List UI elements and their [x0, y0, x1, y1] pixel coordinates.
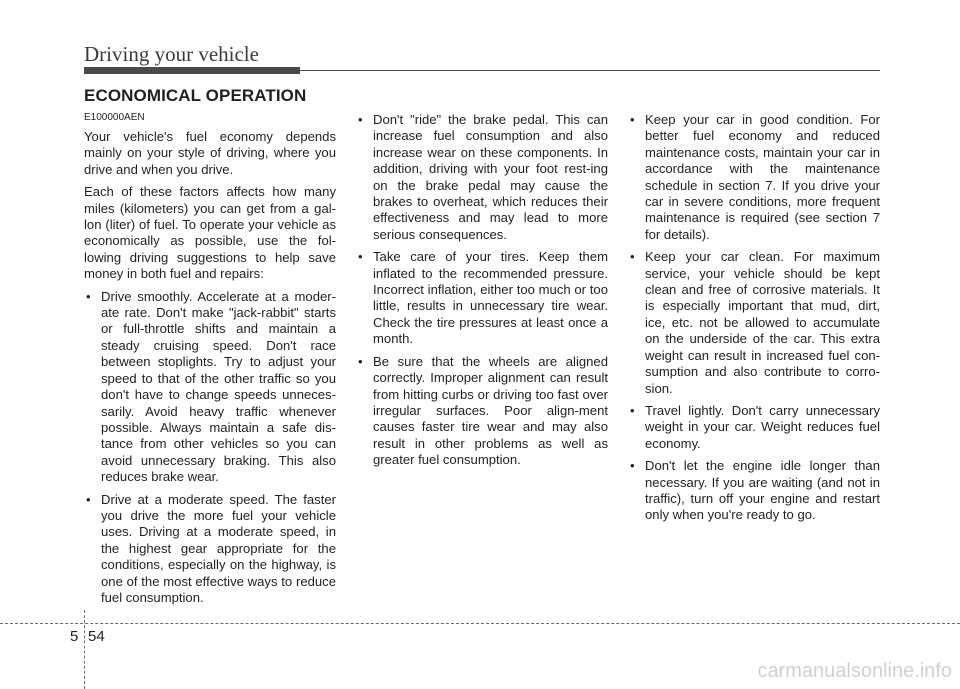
bullet-icon: •	[630, 112, 635, 127]
column-3	[628, 112, 880, 530]
list-item-text: Take care of your tires. Keep them inflated to the recommended pressure. Incorrect inflation, either too much or too little, results in unnecessary tire wear. Check the tire pressures at least once a month.	[373, 249, 608, 347]
list-item	[356, 354, 608, 469]
list-item-text: Don't let the engine idle longer than necessary. If you are waiting (and not in traffic), turn off your engine and restart only when you're ready to go.	[645, 458, 880, 523]
header-bar	[84, 67, 300, 74]
bullet-icon: •	[630, 458, 635, 474]
list-item-text: Keep your car in good condition. For better fuel economy and reduced maintenance costs, maintain your car in accordance with the maintenance schedule in section 7. If you drive your car in severe conditions, more frequent maintenance is required (see section 7 for details).	[645, 112, 880, 242]
bullet-icon: •	[630, 402, 635, 418]
header-rule	[300, 70, 880, 71]
section-title: ECONOMICAL OPERATION	[84, 86, 307, 105]
bullet-icon: •	[86, 288, 91, 304]
chapter-number: 5	[70, 628, 79, 645]
list-item	[628, 112, 880, 243]
bullet-list	[84, 289, 336, 607]
column-2	[356, 112, 608, 475]
bullet-icon: •	[358, 112, 363, 127]
list-item-text: Drive smoothly. Accelerate at a moder-ate rate. Don't make "jack-rabbit" starts or full-throttle shifts and maintain a steady cruising speed. Don't race between stoplights. Try to adjust your speed to that of the other traffic so you don't have to change speeds unneces-sarily. Avoid heavy traffic whenever possible. Always maintain a safe dis-tance from other vehicles so you can avoid unnecessary braking. This also reduces brake wear.	[101, 288, 336, 485]
list-item	[84, 492, 336, 607]
list-item	[628, 458, 880, 524]
bullet-list	[628, 112, 880, 524]
watermark: carmanualsonline.info	[757, 660, 952, 682]
footer-divider	[0, 623, 960, 624]
list-item-text: Drive at a moderate speed. The faster you drive the more fuel your vehicle uses. Driving at a moderate speed, in the highest gear appropriate for the conditions, especially on the highway, is one of the most effective ways to reduce fuel consumption.	[101, 491, 336, 605]
bullet-icon: •	[358, 249, 363, 265]
list-item-text: Keep your car clean. For maximum service, your vehicle should be kept clean and free of corrosive materials. It is especially important that mud, dirt, ice, etc. not be allowed to accumulate on the underside of the car. This extra weight can result in increased fuel con-sumption and also contribute to corro-sion.	[645, 249, 880, 396]
list-item-text: Be sure that the wheels are aligned correctly. Improper alignment can result from hitting curbs or driving too fast over irregular surfaces. Poor align-ment causes faster tire wear and may also result in other problems as well as greater fuel consumption.	[373, 353, 608, 468]
column-1	[84, 112, 336, 612]
paragraph: Each of these factors affects how many miles (kilometers) you can get from a gal-lon (liter) of fuel. To operate your vehicle as economically as possible, use the fol-lowing driving suggestions to help save money in both fuel and repairs:	[84, 184, 336, 282]
list-item	[628, 249, 880, 397]
bullet-icon: •	[630, 249, 635, 265]
list-item-text: Don't "ride" the brake pedal. This can increase fuel consumption and also increase wear on these components. In addition, driving with your foot rest-ing on the brake pedal may cause the brakes to overheat, which reduces their effectiveness and may lead to more serious consequences.	[373, 112, 608, 242]
section-code: E100000AEN	[84, 112, 145, 123]
list-item	[356, 112, 608, 243]
chapter-title: Driving your vehicle	[84, 42, 259, 66]
list-item	[84, 289, 336, 486]
list-item	[356, 249, 608, 347]
bullet-icon: •	[86, 491, 91, 507]
page-number: 54	[88, 628, 105, 645]
bullet-list	[356, 112, 608, 469]
list-item-text: Travel lightly. Don't carry unnecessary weight in your car. Weight reduces fuel economy.	[645, 402, 880, 451]
footer-vertical-divider	[84, 610, 85, 689]
list-item	[628, 403, 880, 452]
bullet-icon: •	[358, 353, 363, 369]
paragraph: Your vehicle's fuel economy depends mainly on your style of driving, where you drive and when you drive.	[84, 129, 336, 177]
